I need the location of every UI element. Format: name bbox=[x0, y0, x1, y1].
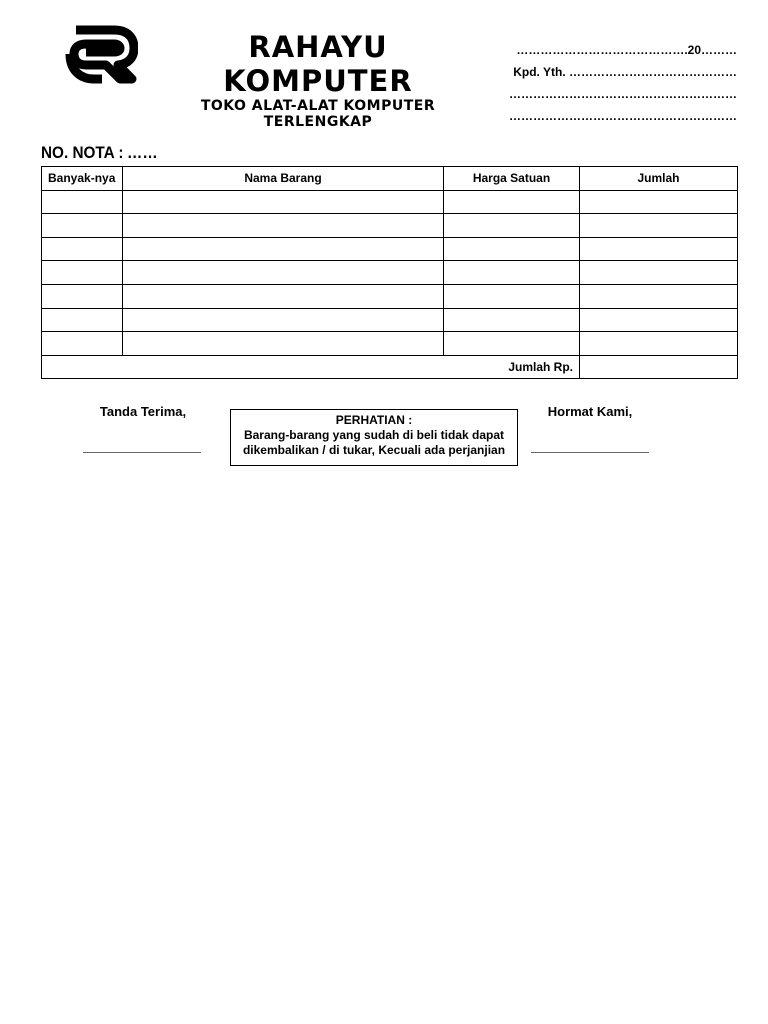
cell-qty[interactable] bbox=[42, 214, 123, 238]
cell-item[interactable] bbox=[123, 284, 444, 308]
cell-qty[interactable] bbox=[42, 237, 123, 261]
cell-qty[interactable] bbox=[42, 261, 123, 285]
sender-signature-label: Hormat Kami, bbox=[547, 404, 633, 419]
cell-item[interactable] bbox=[123, 332, 444, 356]
invoice-number-label: NO. NOTA : bbox=[41, 143, 124, 162]
cell-amount[interactable] bbox=[580, 332, 738, 356]
header-unit-price: Harga Satuan bbox=[444, 167, 580, 191]
header-details bbox=[497, 42, 737, 130]
notice-line-2: dikembalikan / di tukar, Kecuali ada perjanjian bbox=[242, 443, 506, 457]
cell-item[interactable] bbox=[123, 308, 444, 332]
cell-amount[interactable] bbox=[580, 308, 738, 332]
table-row bbox=[42, 237, 738, 261]
table-row bbox=[42, 308, 738, 332]
cell-qty[interactable] bbox=[42, 308, 123, 332]
recipient-line: Kpd. Yth. …………………………………… bbox=[513, 65, 737, 79]
invoice-number bbox=[41, 143, 158, 163]
header-qty: Banyak-nya bbox=[42, 167, 123, 191]
table-row bbox=[42, 261, 738, 285]
cell-item[interactable] bbox=[123, 261, 444, 285]
header-item: Nama Barang bbox=[123, 167, 444, 191]
header-amount: Jumlah bbox=[580, 167, 738, 191]
store-name: RAHAYU KOMPUTER bbox=[223, 30, 413, 98]
cell-unit-price[interactable] bbox=[444, 308, 580, 332]
cell-unit-price[interactable] bbox=[444, 261, 580, 285]
cell-qty[interactable] bbox=[42, 190, 123, 214]
date-line: …………………………………….20……… bbox=[516, 43, 737, 57]
cell-qty[interactable] bbox=[42, 332, 123, 356]
sender-signature-line bbox=[531, 452, 649, 453]
total-row bbox=[42, 355, 738, 379]
notice-line-1: Barang-barang yang sudah di beli tidak dapat bbox=[243, 428, 505, 442]
invoice-number-value: …… bbox=[127, 143, 158, 162]
notice-box bbox=[230, 409, 518, 466]
total-label: Jumlah Rp. bbox=[42, 355, 580, 379]
receiver-signature-line bbox=[83, 452, 201, 453]
cell-item[interactable] bbox=[123, 190, 444, 214]
cell-qty[interactable] bbox=[42, 284, 123, 308]
cell-unit-price[interactable] bbox=[444, 190, 580, 214]
cell-amount[interactable] bbox=[580, 190, 738, 214]
items-table bbox=[41, 166, 738, 379]
address-line-1: ………………………………………………… bbox=[509, 87, 737, 101]
cell-unit-price[interactable] bbox=[444, 332, 580, 356]
notice-title: PERHATIAN : bbox=[335, 413, 413, 427]
table-row bbox=[42, 214, 738, 238]
cell-item[interactable] bbox=[123, 237, 444, 261]
table-row bbox=[42, 190, 738, 214]
total-amount-cell[interactable] bbox=[580, 355, 738, 379]
cell-unit-price[interactable] bbox=[444, 214, 580, 238]
store-logo bbox=[62, 24, 138, 84]
cell-unit-price[interactable] bbox=[444, 284, 580, 308]
cell-amount[interactable] bbox=[580, 214, 738, 238]
table-header-row bbox=[42, 167, 738, 191]
cell-amount[interactable] bbox=[580, 284, 738, 308]
cell-unit-price[interactable] bbox=[444, 237, 580, 261]
address-line-2: ………………………………………………… bbox=[509, 109, 737, 123]
cell-amount[interactable] bbox=[580, 261, 738, 285]
table-row bbox=[42, 284, 738, 308]
receiver-signature-label: Tanda Terima, bbox=[99, 404, 187, 419]
cell-item[interactable] bbox=[123, 214, 444, 238]
table-row bbox=[42, 332, 738, 356]
store-tagline: TOKO ALAT-ALAT KOMPUTER TERLENGKAP bbox=[200, 98, 436, 130]
cell-amount[interactable] bbox=[580, 237, 738, 261]
